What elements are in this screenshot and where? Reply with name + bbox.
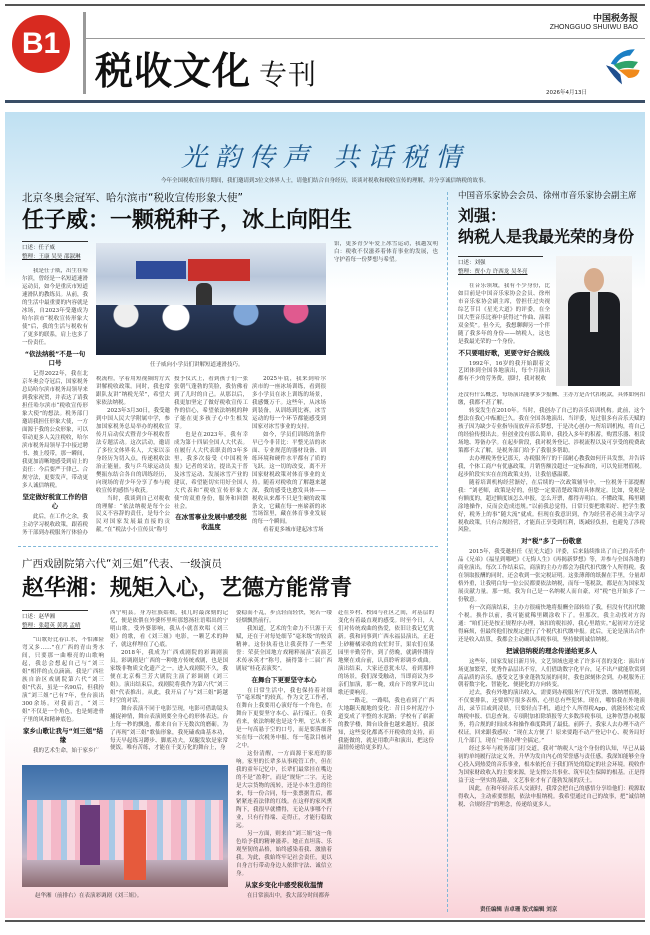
paragraph: 2025年底，我来到哈尔滨市的一座冰场训练，看到很多小学员在冰上训练的场景，我感慨万千。这些年，从冰场到装备，从训练到比赛，冰雪运动的每一个环节都能感受到国家对冰雪事业的支持。 (252, 376, 326, 430)
article1-caption: 任子威向小学员们讲解短道速滑技巧。 (150, 362, 244, 368)
paragraph: 西宁明县。身为壮族姑娘，我儿时最深刻的记忆，便是依偎在外婆怀里听那悠扬壮语唱出的宁明山歌。受外婆影响，我从小就喜欢唱《刘三姐》的歌，看《刘三姐》电影，一颗艺术的种子，就这样埋在了心底。 (110, 610, 228, 648)
article2-body-col (458, 283, 550, 389)
article2-body (458, 392, 645, 902)
subheading: 在舞台下更要坚守本心 (251, 675, 317, 684)
article3-kicker: 广西戏剧院第六代“刘三姐”代表、一级演员 (22, 558, 222, 570)
byline-narrator: 口述：赵华湘 (22, 614, 56, 620)
article1-body-col (174, 376, 248, 538)
paragraph: 如今，学员们训练的条件早已今非昔比：平整光洁的冰面、专业规范的器材设备、训练环境和硬件水平都有了质的飞跃。这一切的改变，离不开国家财税政策对体育事业的支持。随着对税收的了解越来越深，我的感受也愈发具体——税收从来都不只是生硬的政策条文，它藏在每一座崭新的冰雪场馆里，藏在体育事业发展的每一个瞬间。 (252, 431, 326, 526)
paragraph: 在音乐领域，我有不少身份，比如目前是中国音乐家协会会员、徐州市音乐家协会副主席，曾担任过央视综艺节目《星光大道》的评委，在全国大型音乐比赛中获得过“作曲、演唱双金奖”。但今天，我想聊聊另一个伴随了我多年的身份——纳税人，这也是我最光荣的一个身份。 (458, 283, 550, 345)
byline-editors: 整理：王康 吴昊 邵淑琳 (22, 253, 81, 260)
bottom-rule (5, 920, 645, 922)
paragraph: 这些年，国家发展日新月异，文艺领域也迎来了许多可喜的变化：演出市场更加繁荣，优秀作品层出不穷，人们借助数字化平台，足不出户就能欣赏到高品质的音乐。感受文艺事业蓬勃发展的同时，我也深刻体会到，办税服务正朝着数字化、智能化、便捷化的方向转变。 (458, 658, 645, 689)
paragraph: 我是任子威，出生在哈尔滨，曾经是一名短道速滑运动员，如今是重庆市短道速滑队的教练员。从前，我的生活中最重要的内容就是冰场，自2023年受邀成为哈尔滨市“税收宣传形象大使”后，我的生活与税收有了更多的联系，肩上也多了一份责任。 (22, 268, 88, 346)
paper-name-cn: 中国税务报 (592, 14, 638, 24)
paper-logo-icon (598, 46, 646, 86)
article3-byline (22, 610, 88, 631)
paragraph: 在日常演出中，我大部分时间都奔 (247, 892, 330, 899)
top-rule (5, 4, 645, 6)
paragraph: 馆，更多青少年爱上冰雪运动，我越发明白：税收不仅滋养着体育事业的发展，也守护着每一份梦想与希望。 (334, 241, 438, 263)
paragraph: 记得2022年，我在北京冬奥会夺冠后，国家税务总局哈尔滨市税务局领导来到我家祝贺，并表达了请我担任哈尔滨市“税收宣传形象大使”的想法。税务部门邀请我担任形象大使，一方面源于我的公众形象，可以带动更多人关注税收，哈尔滨市税务局领导手中接过聘书、披上绶带，那一瞬间，我更加清晰地感受到肩上的责任：今后要严于律己、合规守法，更要发声，带动更多人诚信纳税。 (22, 371, 88, 489)
subheading: 把诚信纳税的理念传递给更多人 (506, 646, 597, 655)
article2-headline-line1: 刘强： (458, 206, 507, 225)
paragraph: 当时，我谈到自己对税收的理解：“依法纳税是每个公民义不容辞的责任，是每个公民对国家发展最直接的贡献。”在“税法小小宣传员”称号 (96, 495, 170, 534)
paper-name-en: ZHONGGUO SHUIWU BAO (549, 24, 638, 31)
paragraph: “山歌好比春江水，不怕滩险弯又多……”在广西的青山秀水间，只要那一曲嘹亮的山歌响起，我总会想起自己与“刘三姐”相伴的点点滴滴。我是广西壮族自治区戏剧院第六代“刘三姐”代表，虽是一名90后，但我扮演“刘三姐”已有7年，登台演出300余场。对我而言，“刘三姐”不仅是一个角色，也是刻进骨子里的风和精神底色。 (22, 637, 104, 723)
paragraph: 赴在乡村、校园与社区之间，对基层的变化有着最直观的感受。时至今日，人们对传统戏曲的热爱，依旧让我记忆犹新。我和同事到广西永福县演出，正赶上砂糖橘采收的农忙时节，果农们在果园里辛勤劳作，到了傍晚，就满怀期待地聚在戏台前，认真聆听彩调乡戏曲。演出结束，大家还意犹未尽，看到那样的场景，我们深受触动，当即商议为乡亲们加演，那一晚，戏台下的掌声比山歌还要响亮。 (338, 610, 434, 696)
paragraph: 因此，在和年轻音乐人交流时，我常会把自己的感悟分享给他们：税源取得收入，主动索要票据，依法申报纳税。我希望通过自己的故事，把“诚信纳税、合规经营”的理念，传递给更多人。 (458, 786, 645, 808)
article3-caption: 赵华湘（前排右）在表演彩调剧《刘三姐》。 (35, 893, 143, 899)
subheading: 家乡山歌让我与“刘三姐”结缘 (22, 726, 104, 745)
article3-body-col (338, 610, 434, 905)
paragraph: 2015年，我受邀担任《星光大道》评委，后来陆续推出了自己的音乐作品《兄弟》《福星到哪吧》《无悔人生》《再揭新梦想》等，并参与全国各地的商业演出。每次工作结束后，商演的主办方都会为我代扣代缴个人所得税。我在领取报酬的同时，还会收到一张完税证明。这张薄薄的纸握在手里，分量却格外重，让我明白每一位公民都要依法纳税，而每一笔税款，都是在为国家发展贡献力量。那一刻，我为自己是一名纳税人而自豪，对“税”也开始多了一份敬意。 (458, 549, 645, 603)
issue-date: 2026年4月13日 (546, 90, 587, 96)
paragraph: 有一次商演结束，主办方很痛快地将报酬全部转给了我，但没有代扣代缴个税。换作以前，我可能就稀里糊涂收下了。但那次，我主动找对方沟通：“咱们还是按正规程序办理，该扣的税扣掉，我心里踏实。”起初对方还觉得麻烦，但最终他们按规定进行了个税代扣代缴申报。此后，无论是演出合作还是收入结算，我都会主动确认涉税事项，坚持做到诚信纳税。 (458, 604, 645, 643)
byline-editors: 整理：贾小力 许西龙 吴冬亮 (458, 268, 528, 275)
article1-body-col (22, 268, 88, 538)
paragraph: 也是在2023年，我有幸成为第十四届全国人大代表。在履行人大代表职责的3年多里，我多次接受《中国税务报》记者的采访，提出关于普及冰雪运动、发展冰雪产业的建议，希望能切实用好全国人大代表和“税收宣传形象大使”的双重身份，服务和回馈社会。 (174, 431, 248, 510)
subheading: 在冰雪事业发展中感受税收温度 (175, 513, 247, 532)
article2-photo (556, 256, 632, 386)
paragraph: 一路走，一路唱，我也看到了广西大地翻天覆地的变化：昔日乡村泥泞小道变成了平整的水泥路；学校有了崭新的教学楼，舞台设备也越来越好。我深知，这些变化都离不开税收的支持，而我能做的，就是用歌声和演出，把这份温情传递给更多的人。 (338, 697, 434, 752)
article1-byline (22, 241, 88, 262)
article2-kicker: 中国音乐家协会会员、徐州市音乐家协会副主席 (458, 191, 637, 201)
section-title-text: 税收文化 (95, 49, 252, 93)
paragraph: 授予仪式上，看到孩子们一张张朝气蓬勃的笑脸，我仿佛看到了儿时的自己。从那以后，我更加坚定了做好税收宣传工作的信心，希望依法纳税的种子能在更多孩子心中生根发芽。 (174, 376, 248, 430)
banner-title: 光韵传声 共话税情 (180, 143, 470, 173)
page-badge: B1 (12, 15, 70, 73)
article1-photo (96, 243, 326, 355)
article1-body-col (96, 376, 170, 538)
header-rule (5, 100, 645, 103)
paragraph: 舞台表演不同于电影呈现，电影可借助镜头捕捉神情，舞台表演则要全身心的形体表达。台上每一秒的飘逸，都来自台下无数次的磨砺。为了再现“刘三姐”歌仙形象，我死磕戏曲基本功，每天早起练习蹲步、脚底功夫，双腿发软是家常便饭。唯有苦练，才能在千变万化的舞台上，身 (110, 705, 228, 752)
paragraph: 在日常生活中，我也保持着对细节“毫米级”的较真。作为文艺工作者，在舞台上我要用心演好每一个角色，在舞台下更要坚守本心、品行端正。在我看来，依法纳税也是这个理，它从来不是一句高悬于空的口号，而是要落细落实在每一次税务申报、每一笔款目核对之中。 (236, 687, 332, 750)
article3-body-col (110, 610, 228, 759)
paragraph: 这份清醒，一方面源于家庭的影响。家里的长辈多从事税管工作，但在我的童年记忆中，长辈们最常挂在嘴边的不是“盈利”，而是“规矩”二字。无论是大宗货物的流转，还是小本生意的往来，每一份合同，每一张票据背后，都紧紧连着法律的红线。在这样的家风熏陶下，我很早就懂得，无论从事哪个行业，只有行得端、走得正，才能行稳致远。 (236, 751, 332, 829)
article1-body-col (334, 241, 438, 538)
article3-body-col (236, 610, 332, 905)
byline-editors: 整理：张超英 黄鸿 孟晴 (22, 622, 81, 629)
paragraph: 姿稳而不乱，步点轻而轻快，宛若一缕轻烟飘然前行。 (236, 610, 332, 624)
section-title (95, 40, 317, 95)
paragraph: 税流程，学着用短视频的方式讲解税收政策。同时，我也常跟队友讲“纳税光荣”，希望大家依法纳税。 (96, 376, 170, 406)
subheading: 从家乡变化中感受税收温情 (245, 880, 323, 889)
article3-headline: 赵华湘：规矩入心，艺德方能常青 (22, 575, 353, 601)
article1-headline: 任子威：一颗税种子，冰上向阳生 (22, 207, 353, 233)
divider (447, 192, 448, 912)
paragraph: 2018年，我成为广西戏剧院的彩调剧演员。彩调剧是广西的一种地方传统戏剧，也是国家级非物质文化遗产之一。进入戏剧院不久，我便在北京梅兰芳大剧院主演了彩调剧《刘三姐》。演出结束后，戏剧院将我作为第六代“刘三姐”代表推出。从此，我开启了与“刘三姐”跨越时空的对话。 (110, 649, 228, 704)
paragraph: 过去，我有外地的演出收入，需要到办税服务厅代开发票、缴纳增值税，不仅要排队，还要填写很多表格，心里总有些犯怵。现在，哪怕我在外地演出，录节目或到凌晨，只要轻点手机，通过个人所得税App，就能轻松完成纳税申报、信息查询。专项附加扣除填报等大多数涉税事项，这种智慧办税服务，将合规的时间成本和操作难度降到了最低。前阵子，我家人去办理不动产权证，回来跟我感叹：“现在太方便了！原来要跑不动产登记中心、税务局好几个部门，现在‘一窗办理’全搞定。” (458, 690, 645, 745)
paragraph: 另一方面，则来自“刘三姐”这一角色给予我的精神滋养。她正直坦荡、乐观坚韧的品格，始终感染着我、激励着我。为此，我始终牢记社会责任，更以自身言行带动身边人依律守法、诚信立身。 (236, 830, 332, 877)
paragraph: 1992年，16岁的我开始跟着文艺团体到全国各地演出，每个月演出都有不少的劳务费。那时，我对税收 (458, 360, 550, 383)
paragraph: 转变发生在2010年。当时，我创办了自己的音乐培训机构。此前，这个想法在我心中酝酿已久。我在全国各地演出、当评委，见过很多有音乐天赋的孩子因为缺少专业指导而放弃音乐梦想，于是决心创办一所培训机构，将自己的经验传授出去。但创业没有那么简单，我投入多年的积蓄，购置乐器、租赁场地、筹备办学。在起步阶段，我对税务登记、涉税流程以及可享受的税费政策都不太了解，是税务部门给予了我很多帮助。 (458, 407, 645, 454)
section-suffix: 专刊 (259, 58, 318, 91)
article1-kicker: 北京冬奥会冠军、哈尔滨市“税收宣传形象大使” (22, 192, 243, 204)
paragraph: 看着更多城市建起冰雪场 (263, 527, 324, 534)
byline-narrator: 口述：刘强 (458, 260, 486, 266)
subheading: 坚定做好税宣工作的信心 (22, 492, 88, 511)
paragraph: 2023年3月30日，我受邀到中国人民大学附属中学，参加国家税务总局举办的税收宣传月启动仪式暨青少年税收普法专题活动。这次活动，邀请了多位文体界名人，大家以亲身经历为切入点，传递税收法治正能量。我与乒乓球运动员樊振东结合各自的训练经历，向现场的青少年分享了参与税收宣传的感悟与收获。 (96, 407, 170, 494)
article1-body-col (252, 376, 326, 538)
article2-byline (458, 256, 543, 277)
article3-body-col (22, 637, 104, 759)
paragraph: 我知道，艺术的生命力不只源于天赋，还在于对每处细节“毫米级”的较真精神。这份执着也让我获得了一些荣誉：荣获全国地方戏精粹展演“表演艺术传承英才”称号，摘得第十二届广西剧展“桂花表演奖”。 (236, 625, 332, 672)
byline-narrator: 口述：任子威 (22, 245, 56, 251)
editors-credit: 责任编辑 吉卓珊 版式编辑 刘京 (480, 907, 558, 913)
paragraph: 此后，在工作之余，我主动学习税收政策，跟着税务干部到办税服务厅体验办 (22, 514, 88, 537)
article2-headline-line2: 纳税人是我最光荣的身份 (458, 227, 635, 246)
divider (18, 546, 438, 547)
paragraph: 随着培训机构经营渐好，在后续的一次政策辅导中，一位税务干部提醒我：“刘老师，政策是好的，但您一定要清楚政策的具体规定。比如，免税是有额度的，超过额度该怎么申报，怎么开票，都得弄明白。不懂政策，稀里糊涂地操作，反而会造成违规。”以前我总觉得，日常只要把歌唱好、把学生教好，税务上的事“随大流”就成。但现在我意识到，作为经营者必须主动学习税收政策，只有合规经营，才能真正享受到红利，既减轻负担，也避免了涉税风险。 (458, 479, 645, 534)
divider (86, 38, 645, 39)
subheading: 对“税”多了一份敬意 (521, 537, 582, 546)
banner-intro: 今年全国税收宣传月期间，我们邀请到3位文体界人士，请他们结合自身经历，谈谈对税收和税收宣传的理解，并分享诚信纳税的故事。 (160, 178, 489, 184)
divider (83, 12, 86, 94)
paragraph: 经过多年与税务部门打交道，我对“纳税人”这个身份的认知，早已从最初的单纯履行法定义务，升华为发自内心的荣誉感与责任感。我深知能够全身心投入到热爱的音乐事业，根本依托在于我们所处的稳定的社会环境。税收作为国家财政收入的主要来源，是支撑公共事业、筑牢民生保障的根基。正是得益于这一坚实的基础，文艺事业才有了蓬勃发展的沃土。 (458, 746, 645, 785)
subheading: “依法纳税”不是一句口号 (24, 349, 86, 368)
paragraph: 还没有什么概念，每场演出能拿多少报酬、主办方是否代扣税款，具体如何扣缴，我都不甚了解。 (458, 392, 645, 406)
paragraph: 我的艺术生命，始于家乡广 (33, 748, 100, 755)
subheading: 不只要唱好歌，更要守好合规线 (458, 348, 550, 357)
paragraph: 去办理税务登记那天，办税服务厅的干部耐心教我如何开具发票，并告诉我，个体工商户有优惠政策，月销售额没超过一定标准的，可以免征增值税。起步阶段实实在在的政策支持，让我倍感温暖。 (458, 455, 645, 478)
article3-photo (22, 765, 228, 887)
